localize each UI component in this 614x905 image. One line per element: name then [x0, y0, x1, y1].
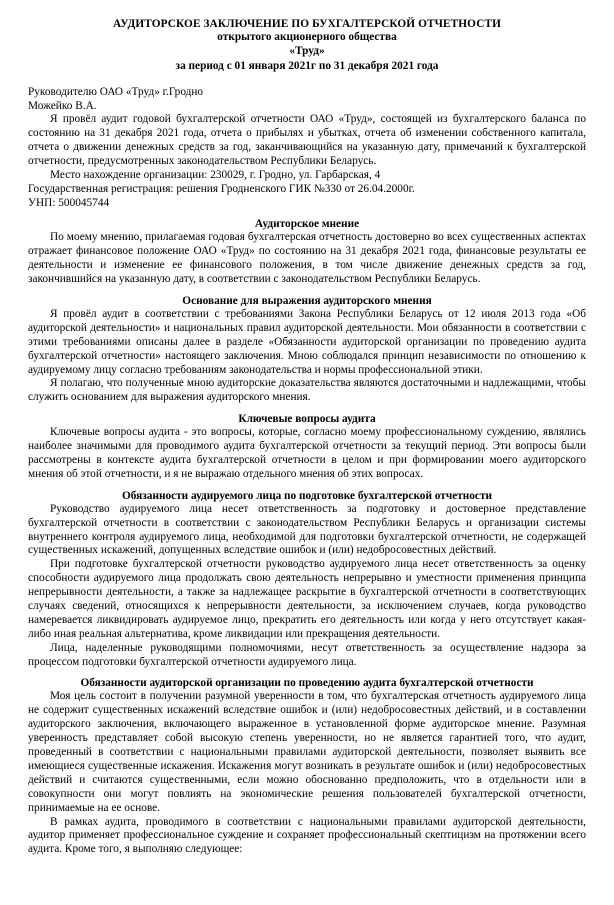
addressee-block	[28, 85, 586, 113]
section-paragraph-auditee-3: Лица, наделенные руководящими полномочиями, несут ответственность за осуществление надзора за процессом подготовки бухгалтерской отчетности аудируемого лица.	[28, 641, 586, 668]
section-heading-key-audit-matters: Ключевые вопросы аудита	[238, 413, 376, 426]
addressee-person: Можейко В.А.	[28, 100, 97, 113]
intro-paragraph: Я провёл аудит годовой бухгалтерской отчетности ОАО «Труд», состоящей из бухгалтерского баланса по состоянию на 31 декабря 2021 года, отчета о прибылях и убытках, отчета об изменении собственного капитала, отчета о движении денежных средств за год, заканчивающийся на указанную дату, примечаний к бухгалтерской отчетности, предусмотренных законодательством Республики Беларусь.	[28, 113, 586, 167]
section-paragraph-key-matters-1: Ключевые вопросы аудита - это вопросы, которые, согласно моему профессиональному суждению, являлись наиболее значимыми для проводимого аудита бухгалтерской отчетности за текущий период. Эти вопросы были рассмотрены в контексте аудита бухгалтерской отчетности в целом и при формировании моего аудиторского мнения об этой отчетности, и я не выражаю отдельного мнения об этих вопросах.	[28, 426, 586, 480]
section-paragraph-basis-1: Я провёл аудит в соответствии с требованиями Закона Республики Беларусь от 12 июля 2013 года «Об аудиторской деятельности» и национальных правил аудиторской деятельности. Мои обязанности в соответствии с этими требованиями описаны далее в разделе «Обязанности аудиторской организации по проведению аудита бухгалтерской отчетности» настоящего заключения. Мною соблюдался принцип независимости по отношению к аудируемому лицу согласно требованиям законодательства и нормы профессиональной этики.	[28, 308, 586, 376]
section-heading-basis-for-opinion: Основание для выражения аудиторского мнения	[182, 295, 432, 307]
document-title	[28, 18, 586, 58]
section-paragraph-auditee-1: Руководство аудируемого лица несет ответственность за подготовку и достоверное представление бухгалтерской отчетности в соответствии с законодательством Республики Беларусь и организации системы внутреннего контроля аудируемого лица, необходимой для подготовки бухгалтерской отчетности, не содержащей существенных искажений, допущенных вследствие ошибок и (или) недобросовестных действий.	[28, 502, 586, 557]
section-paragraph-audit-opinion-1: По моему мнению, прилагаемая годовая бухгалтерская отчетность достоверно во всех существенных аспектах отражает финансовое положение ОАО «Труд» по состоянию на 31 декабря 2021 года, финансовые результаты ее деятельности и изменение ее финансового положения, в том числе движение денежных средств за год, закончившийся на указанную дату, в соответствии с законодательством Республики Беларусь.	[28, 231, 586, 286]
unp-number: УНП: 500045744	[28, 196, 110, 209]
addressee-organization: Руководителю ОАО «Труд» г.Гродно	[28, 85, 204, 98]
section-paragraph-auditor-2: В рамках аудита, проводимого в соответствии с национальными правилами аудиторской деятельности, аудитор применяет профессиональное суждение и сохраняет профессиональный скептицизм на протяжении всего аудита. Кроме того, я выполняю следующее:	[28, 815, 586, 856]
document-title-line-3: «Труд»	[289, 44, 325, 57]
document-period-subtitle: за период с 01 января 2021г по 31 декабря 2021 года	[175, 59, 439, 72]
section-heading-auditee-responsibilities: Обязанности аудируемого лица по подготовке бухгалтерской отчетности	[122, 489, 492, 502]
state-registration: Государственная регистрация: решения Гродненского ГИК №330 от 26.04.2000г.	[28, 182, 415, 195]
section-heading-auditor-responsibilities: Обязанности аудиторской организации по проведению аудита бухгалтерской отчетности	[80, 677, 534, 690]
document-title-line-2: открытого акционерного общества	[217, 31, 397, 44]
section-paragraph-auditee-2: При подготовке бухгалтерской отчетности руководство аудируемого лица несет ответственность за оценку способности аудируемого лица продолжать свою деятельность непрерывно и уместности применения принципа непрерывности деятельности, а также за надлежащее раскрытие в бухгалтерской отчетности в соответствующих случаях сведений, относящихся к непрерывности деятельности, за исключением случаев, когда руководство намеревается ликвидировать аудируемое лицо, прекратить его деятельность или когда у него отсутствует какая-либо иная реальная альтернатива, кроме ликвидации или прекращения деятельности.	[28, 558, 586, 640]
organization-location: Место нахождение организации: 230029, г. Гродно, ул. Гарбарская, 4	[50, 168, 381, 181]
document-title-line-1: АУДИТОРСКОЕ ЗАКЛЮЧЕНИЕ ПО БУХГАЛТЕРСКОЙ ОТЧЕТНОСТИ	[113, 18, 501, 30]
section-paragraph-auditor-1: Моя цель состоит в получении разумной уверенности в том, что бухгалтерская отчетность аудируемого лица не содержит существенных искажений вследствие ошибок и (или) недобросовестных действий, и в составлении аудиторского заключения, включающего выраженное в установленной форме аудиторское мнение. Разумная уверенность представляет собой высокую степень уверенности, но не является гарантией того, что аудит, проведенный в соответствии с национальными правилами аудиторской деятельности, позволяет выявить все имеющиеся существенные искажения. Искажения могут возникать в результате ошибок и (или) недобросовестных действий и считаются существенными, если можно обоснованно предположить, что в отдельности или в совокупности они могут повлиять на экономические решения пользователей бухгалтерской отчетности, принимаемые на ее основе.	[28, 690, 586, 814]
section-heading-audit-opinion: Аудиторское мнение	[254, 218, 360, 231]
section-paragraph-basis-2: Я полагаю, что полученные мною аудиторские доказательства являются достаточными и надлежащими, чтобы служить основанием для выражения аудиторского мнения.	[28, 377, 586, 404]
